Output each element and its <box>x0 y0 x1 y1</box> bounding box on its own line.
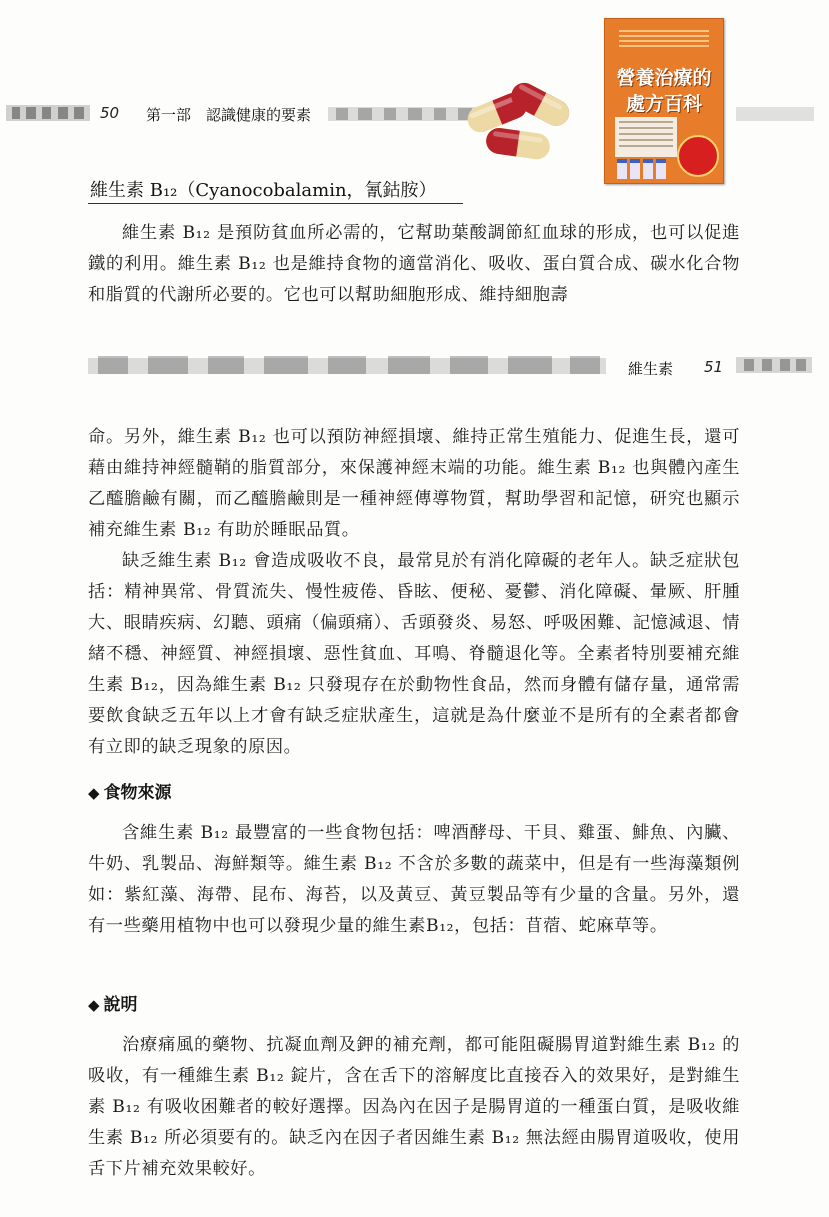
paragraph-food-sources: 含維生素 B₁₂ 最豐富的一些食物包括：啤酒酵母、干貝、雞蛋、鯡魚、內臟、牛奶、乳製品、海鮮類等。維生素 B₁₂ 不含於多數的蔬菜中，但是有一些海藻類例如：紫紅藻、海帶、昆布、海苔，以及黃豆、黃豆製品等有少量的含量。另外，還有一些藥用植物中也可以發現少量的維生素B₁₂，包括：苜蓿、蛇麻草等。 <box>88 823 740 936</box>
book-cover-title-line2: 處方百科 <box>625 93 702 115</box>
mid-header-noise-right <box>736 354 816 376</box>
header-noise-far-right <box>736 104 816 124</box>
food-sources-heading <box>88 778 172 803</box>
header-noise-left <box>6 102 92 124</box>
paragraph-notes: 治療痛風的藥物、抗凝血劑及鉀的補充劑，都可能阻礙腸胃道對維生素 B₁₂ 的吸收，有一種維生素 B₁₂ 錠片，含在舌下的溶解度比直接吞入的效果好，是對維生素 B₁₂ 有吸收困難者的較好選擇。因為內在因子是腸胃道的一種蛋白質，是吸收維生素 B₁₂ 所必須要有的。缺乏內在因子者因維生素 B₁₂ 無法經由腸胃道吸收，使用舌下片補充效果較好。 <box>88 1035 740 1179</box>
paragraph-functions: 命。另外，維生素 B₁₂ 也可以預防神經損壞、維持正常生殖能力、促進生長，還可藉由維持神經髓鞘的脂質部分，來保護神經末端的功能。維生素 B₁₂ 也與體內產生乙醯膽鹼有關，而乙醯膽鹼則是一種神經傳導物質，幫助學習和記憶，研究也顯示補充維生素 B₁₂ 有助於睡眠品質。 <box>88 427 740 540</box>
section-title-rule <box>88 203 463 204</box>
page-number-top: 50 <box>100 104 120 122</box>
book-cover-bottles <box>617 159 673 175</box>
diamond-bullet-icon: ◆ <box>88 784 100 802</box>
book-cover-badge <box>677 135 719 177</box>
paragraph-intro: 維生素 B₁₂ 是預防貧血所必需的，它幫助葉酸調節紅血球的形成，也可以促進鐵的利用。維生素 B₁₂ 也是維持食物的適當消化、吸收、蛋白質合成、碳水化合物和脂質的代謝所必要的。它也可以幫助細胞形成、維持細胞壽 <box>88 223 740 305</box>
paragraph-deficiency: 缺乏維生素 B₁₂ 會造成吸收不良，最常見於有消化障礙的老年人。缺乏症狀包括：精神異常、骨質流失、慢性疲倦、昏眩、便秘、憂鬱、消化障礙、暈厥、肝腫大、眼睛疾病、幻聽、頭痛（偏頭痛）、舌頭發炎、易怒、呼吸困難、記憶減退、情緒不穩、神經質、神經損壞、惡性貧血、耳鳴、脊髓退化等。全素者特別要補充維生素 B₁₂，因為維生素 B₁₂ 只發現存在於動物性食品，然而身體有儲存量，通常需要飲食缺乏五年以上才會有缺乏症狀產生，這就是為什麼並不是所有的全素者都會有立即的缺乏現象的原因。 <box>88 551 740 757</box>
chapter-label: 維生素 <box>628 360 674 378</box>
mid-header-noise <box>88 350 608 380</box>
capsule-pills-image <box>458 70 598 170</box>
food-sources-heading-text: 食物來源 <box>103 783 172 803</box>
book-cover-fineprint <box>619 27 709 59</box>
diamond-bullet-icon: ◆ <box>88 996 100 1014</box>
part-label: 第一部 認識健康的要素 <box>146 106 312 124</box>
book-cover-title-line1: 營養治療的 <box>616 67 712 89</box>
notes-heading <box>88 990 138 1015</box>
section-title: 維生素 B₁₂（Cyanocobalamin，氰鈷胺） <box>90 180 437 201</box>
notes-heading-text: 說明 <box>103 995 138 1015</box>
page-number-mid: 51 <box>704 358 724 376</box>
book-cover-image <box>604 18 724 184</box>
book-cover-blurb <box>615 117 677 157</box>
